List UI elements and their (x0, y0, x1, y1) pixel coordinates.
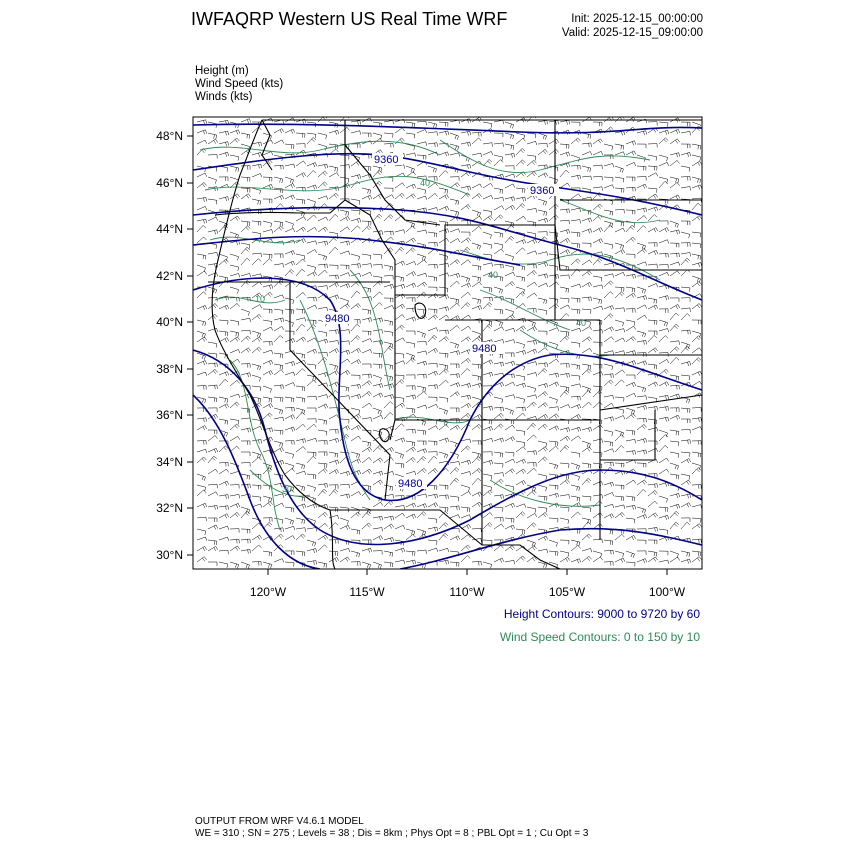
field-label-height: Height (m) (195, 65, 249, 77)
lon-label: 115°W (349, 585, 385, 599)
valid-time: Valid: 2025-12-15_09:00:00 (561, 27, 703, 39)
lat-label: 44°N (156, 222, 183, 236)
contour-label: 9480 (325, 313, 350, 325)
lat-label: 34°N (156, 455, 183, 469)
lon-ticks (268, 569, 667, 575)
init-time: Init: 2025-12-15_00:00:00 (571, 13, 703, 25)
contour-label: 9360 (530, 185, 555, 197)
lat-label: 32°N (156, 501, 183, 515)
wind-contour-note: Wind Speed Contours: 0 to 150 by 10 (499, 630, 700, 644)
contour-label: 9480 (472, 343, 497, 355)
lat-label: 46°N (156, 176, 183, 190)
contour-label: 30 (282, 484, 293, 494)
lon-label: 100°W (648, 585, 686, 599)
lat-label: 36°N (156, 408, 183, 422)
lat-label: 30°N (156, 548, 183, 562)
lon-label: 120°W (249, 585, 287, 599)
contour-label: 40 (576, 318, 587, 328)
lat-label: 38°N (156, 362, 183, 376)
contour-label: 9480 (398, 478, 423, 490)
map-area (193, 115, 702, 569)
plot-title: IWFAQRP Western US Real Time WRF (191, 9, 508, 29)
field-label-wind-speed: Wind Speed (kts) (195, 78, 284, 90)
model-info-line2: WE = 310 ; SN = 275 ; Levels = 38 ; Dis = 8km ; Phys Opt = 8 ; PBL Opt = 1 ; Cu Opt = 3 (195, 828, 589, 839)
lat-label: 40°N (156, 315, 183, 329)
height-contour-note: Height Contours: 9000 to 9720 by 60 (503, 607, 700, 621)
lon-label: 105°W (548, 585, 586, 599)
field-label-winds: Winds (kts) (195, 91, 253, 103)
lat-ticks (187, 136, 193, 555)
contour-label: 9360 (374, 154, 399, 166)
model-info-line1: OUTPUT FROM WRF V4.6.1 MODEL (195, 816, 364, 827)
contour-label: 10 (255, 294, 266, 304)
contour-label: 40 (488, 270, 499, 280)
lon-label: 110°W (449, 585, 485, 599)
lat-label: 42°N (156, 269, 183, 283)
contour-label: 40 (420, 178, 431, 188)
lat-label: 48°N (156, 129, 183, 143)
